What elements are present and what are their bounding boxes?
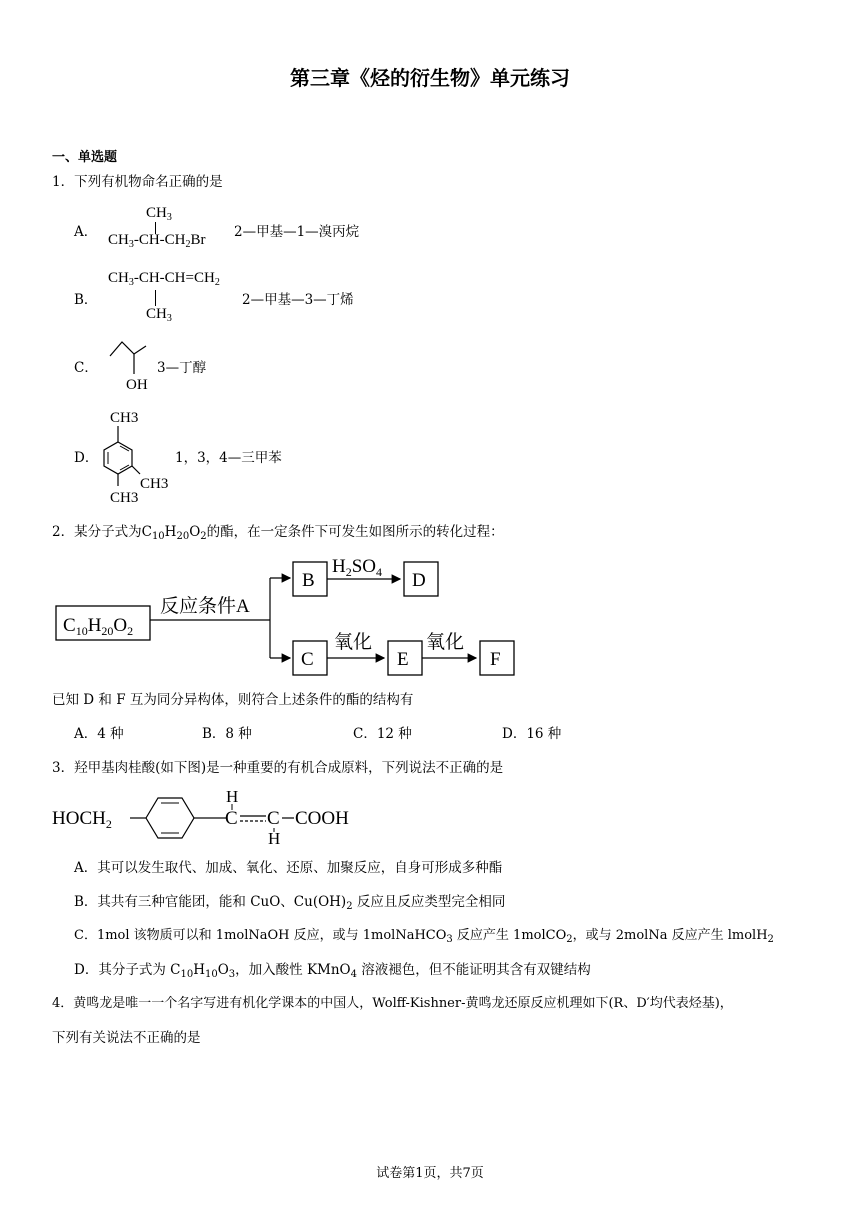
- q1-option-a-letter: A．: [74, 224, 98, 240]
- q1-option-a-name: 2—甲基—1—溴丙烷: [234, 224, 360, 240]
- q3-struct-left: $HOCH_2$: [52, 808, 112, 831]
- diagram-e: E: [397, 649, 409, 670]
- struct-b-bottom: $CH_3$: [146, 306, 172, 324]
- q2-option-b: B．8 种: [202, 726, 252, 742]
- q1-option-b-name: 2—甲基—3—丁烯: [242, 292, 354, 308]
- q1-stem: 1．下列有机物命名正确的是: [52, 174, 223, 190]
- q1-option-b-letter: B．: [74, 292, 98, 308]
- q3-stem: 3．羟甲基肉桂酸(如下图)是一种重要的有机合成原料，下列说法不正确的是: [52, 760, 504, 776]
- struct-d-side: CH3: [140, 476, 169, 492]
- q2-stem: [52, 522, 504, 547]
- struct-a-main: $CH_3-CH-CH_2Br$: [108, 232, 206, 250]
- q1-structure-d: [94, 402, 174, 510]
- q3-struct-c2: C: [267, 808, 280, 829]
- diagram-ox2: 氧化: [426, 632, 465, 653]
- q2-reaction-diagram: [50, 548, 530, 680]
- q3-option-a: A．其可以发生取代、加成、氧化、还原、加聚反应，自身可形成多种酯: [74, 860, 503, 876]
- q2-stem-post: 的酯，在一定条件下可发生如图所示的转化过程：: [206, 524, 504, 540]
- q3-option-d: D．其分子式为 $C_{10}H_{10}O_3$，加入酸性 KMnO$_4$ 溶液褪色，但不能证明其含有双键结构: [74, 962, 591, 980]
- page-title: 第三章《烃的衍生物》单元练习: [290, 66, 570, 90]
- q4-line1: 4．黄鸣龙是唯一一个名字写进有机化学课本的中国人，Wolff-Kishner-黄鸣龙还原反应机理如下(R、D′均代表烃基)，: [52, 996, 733, 1011]
- q2-option-c: C．12 种: [353, 726, 412, 742]
- q1-option-c-letter: C．: [74, 360, 98, 376]
- q1-option-d-name: 1，3，4—三甲苯: [175, 450, 282, 466]
- struct-a-top: $CH_3$: [146, 205, 172, 223]
- diagram-f: F: [490, 649, 501, 670]
- q3-struct-h2: H: [268, 829, 281, 848]
- q2-note: 已知 D 和 F 互为同分异构体，则符合上述条件的酯的结构有: [52, 692, 414, 708]
- struct-d-top: CH3: [110, 410, 139, 426]
- q2-stem-formula: $C_{10}H_{20}O_2$: [141, 524, 207, 542]
- q4-line2: 下列有关说法不正确的是: [52, 1030, 201, 1046]
- q1-structure-a: [108, 205, 238, 253]
- diagram-b: B: [302, 570, 315, 591]
- diagram-c: C: [301, 649, 314, 670]
- q3-struct-acid: COOH: [295, 808, 349, 829]
- diagram-d: D: [412, 570, 426, 591]
- q3-option-b: B．其共有三种官能团，能和 CuO、$Cu(OH)_2$ 反应且反应类型完全相同: [74, 894, 506, 912]
- page-footer: 试卷第1页，共7页: [376, 1166, 484, 1181]
- q1-option-d-letter: D．: [74, 450, 99, 466]
- q1-option-c-name: 3—丁醇: [157, 360, 207, 376]
- q3-struct-c1: C: [225, 808, 238, 829]
- struct-c-oh: OH: [126, 377, 148, 393]
- q1-structure-c: [104, 334, 156, 394]
- q2-stem-pre: 2．某分子式为: [52, 524, 142, 540]
- q1-structure-b: [108, 270, 248, 330]
- diagram-ox1: 氧化: [334, 632, 373, 653]
- q2-option-a: A．4 种: [74, 726, 124, 742]
- q3-option-c: C．1mol 该物质可以和 1molNaOH 反应，或与 1molNaHCO$_3$ 反应产生 1molCO$_2$，或与 2molNa 反应产生 lmolH$_2$: [74, 928, 774, 945]
- struct-d-bottom: CH3: [110, 490, 139, 506]
- diagram-condition: 反应条件A: [160, 596, 250, 617]
- q3-struct-h1: H: [226, 787, 239, 806]
- q3-structure: [50, 786, 380, 848]
- struct-b-main: $CH_3-CH-CH=CH_2$: [108, 270, 220, 288]
- q2-option-d: D．16 种: [502, 726, 562, 742]
- section-heading: 一、单选题: [52, 150, 118, 165]
- diagram-start: $C_{10}H_{20}O_2$: [63, 615, 134, 638]
- diagram-acid: $H_2SO_4$: [332, 556, 383, 579]
